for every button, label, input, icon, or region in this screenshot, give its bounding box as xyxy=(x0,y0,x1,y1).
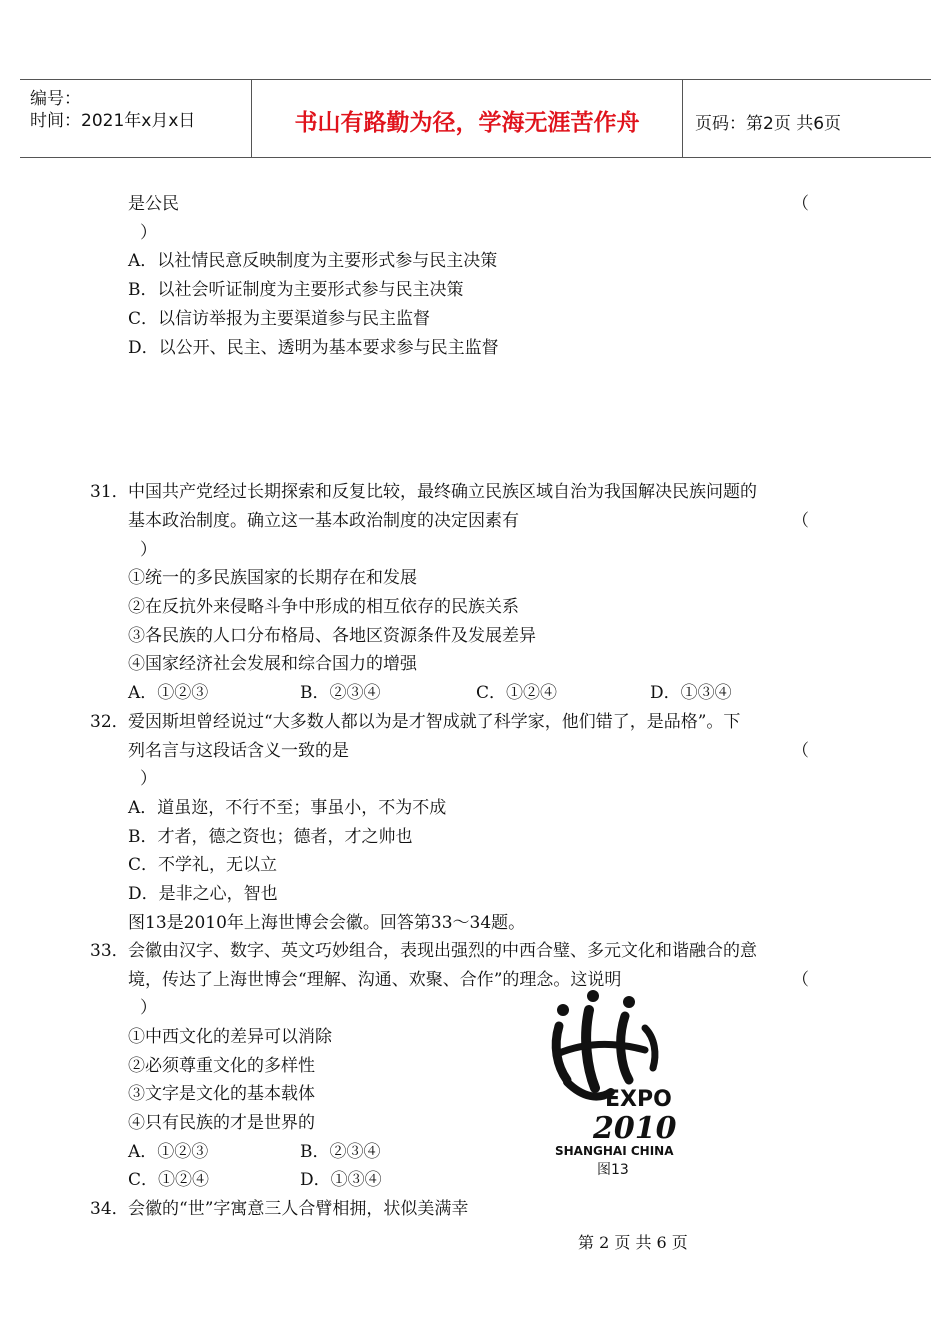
q31-choice-d: D．①③④ xyxy=(650,683,732,703)
logo-word: EXPO xyxy=(605,1087,672,1112)
q33-stem-line1: 会徽由汉字、数字、英文巧妙组合，表现出强烈的中西合璧、多元文化和谐融合的意 xyxy=(128,941,757,961)
page-label: 页码：第2页 共6页 xyxy=(695,114,842,134)
expo-logo-icon xyxy=(545,988,685,1178)
q32-number: 32． xyxy=(90,712,129,732)
q30-paren-open: （ xyxy=(792,194,809,214)
q32-paren-open: （ xyxy=(792,741,809,761)
header-page-cell xyxy=(683,80,931,157)
time-label: 时间：2021年x月x日 xyxy=(30,111,196,131)
q30-option-b: B．以社会听证制度为主要形式参与民主决策 xyxy=(128,280,464,300)
q33-stem-line2: 境，传达了上海世博会“理解、沟通、欢聚、合作”的理念。这说明 xyxy=(128,970,622,990)
serial-label: 编号： xyxy=(30,89,81,109)
document-header xyxy=(20,79,931,158)
q32-stem-line2: 列名言与这段话含义一致的是 xyxy=(128,741,349,761)
figure-label: 图13 xyxy=(597,1162,629,1178)
q33-paren-close: ） xyxy=(140,998,157,1018)
q33-item-1: ①中西文化的差异可以消除 xyxy=(128,1027,332,1047)
q31-stem-line2: 基本政治制度。确立这一基本政治制度的决定因素有 xyxy=(128,511,519,531)
q33-item-4: ④只有民族的才是世界的 xyxy=(128,1113,315,1133)
q30-stem: 是公民 xyxy=(128,194,179,214)
motto-text: 书山有路勤为径，学海无涯苦作舟 xyxy=(294,110,640,136)
q32-paren-close: ） xyxy=(140,769,157,789)
q31-number: 31． xyxy=(90,482,129,502)
q31-choice-c: C．①②④ xyxy=(476,683,558,703)
q32-option-d: D．是非之心，智也 xyxy=(128,884,278,904)
q34-stem-line1: 会徽的“世”字寓意三人合臂相拥，状似美满幸 xyxy=(128,1199,469,1219)
logo-caption: SHANGHAI CHINA xyxy=(555,1144,674,1158)
q31-item-2: ②在反抗外来侵略斗争中形成的相互依存的民族关系 xyxy=(128,597,519,617)
header-info-cell xyxy=(20,80,252,157)
expo-logo-figure xyxy=(545,988,685,1178)
q32-option-c: C．不学礼，无以立 xyxy=(128,855,278,875)
q34-number: 34． xyxy=(90,1199,129,1219)
page-footer: 第 2 页 共 6 页 xyxy=(578,1233,688,1252)
q30-option-d: D．以公开、民主、透明为基本要求参与民主监督 xyxy=(128,338,499,358)
q33-item-3: ③文字是文化的基本载体 xyxy=(128,1084,315,1104)
q31-stem-line1: 中国共产党经过长期探索和反复比较，最终确立民族区域自治为我国解决民族问题的 xyxy=(128,482,757,502)
q30-paren-close: ） xyxy=(140,223,157,243)
q31-item-3: ③各民族的人口分布格局、各地区资源条件及发展差异 xyxy=(128,626,536,646)
q31-item-1: ①统一的多民族国家的长期存在和发展 xyxy=(128,568,417,588)
logo-year: 2010 xyxy=(593,1111,677,1146)
q33-34-intro: 图13是2010年上海世博会会徽。回答第33～34题。 xyxy=(128,913,526,933)
q33-item-2: ②必须尊重文化的多样性 xyxy=(128,1056,315,1076)
q33-choice-c: C．①②④ xyxy=(128,1170,210,1190)
q30-option-a: A．以社情民意反映制度为主要形式参与民主决策 xyxy=(128,251,498,271)
q31-item-4: ④国家经济社会发展和综合国力的增强 xyxy=(128,654,417,674)
header-motto-cell xyxy=(252,80,683,157)
q32-option-b: B．才者，德之资也；德者，才之帅也 xyxy=(128,827,413,847)
q33-choice-b: B．②③④ xyxy=(300,1142,381,1162)
q32-option-a: A．道虽迩，不行不至；事虽小，不为不成 xyxy=(128,798,447,818)
q33-choice-a: A．①②③ xyxy=(128,1142,209,1162)
q33-choice-d: D．①③④ xyxy=(300,1170,382,1190)
q31-paren-open: （ xyxy=(792,511,809,531)
q31-paren-close: ） xyxy=(140,540,157,560)
q33-number: 33． xyxy=(90,941,129,961)
q30-option-c: C．以信访举报为主要渠道参与民主监督 xyxy=(128,309,431,329)
q33-paren-open: （ xyxy=(792,970,809,990)
q32-stem-line1: 爱因斯坦曾经说过“大多数人都以为是才智成就了科学家，他们错了，是品格”。下 xyxy=(128,712,741,732)
q31-choice-b: B．②③④ xyxy=(300,683,381,703)
q31-choice-a: A．①②③ xyxy=(128,683,209,703)
